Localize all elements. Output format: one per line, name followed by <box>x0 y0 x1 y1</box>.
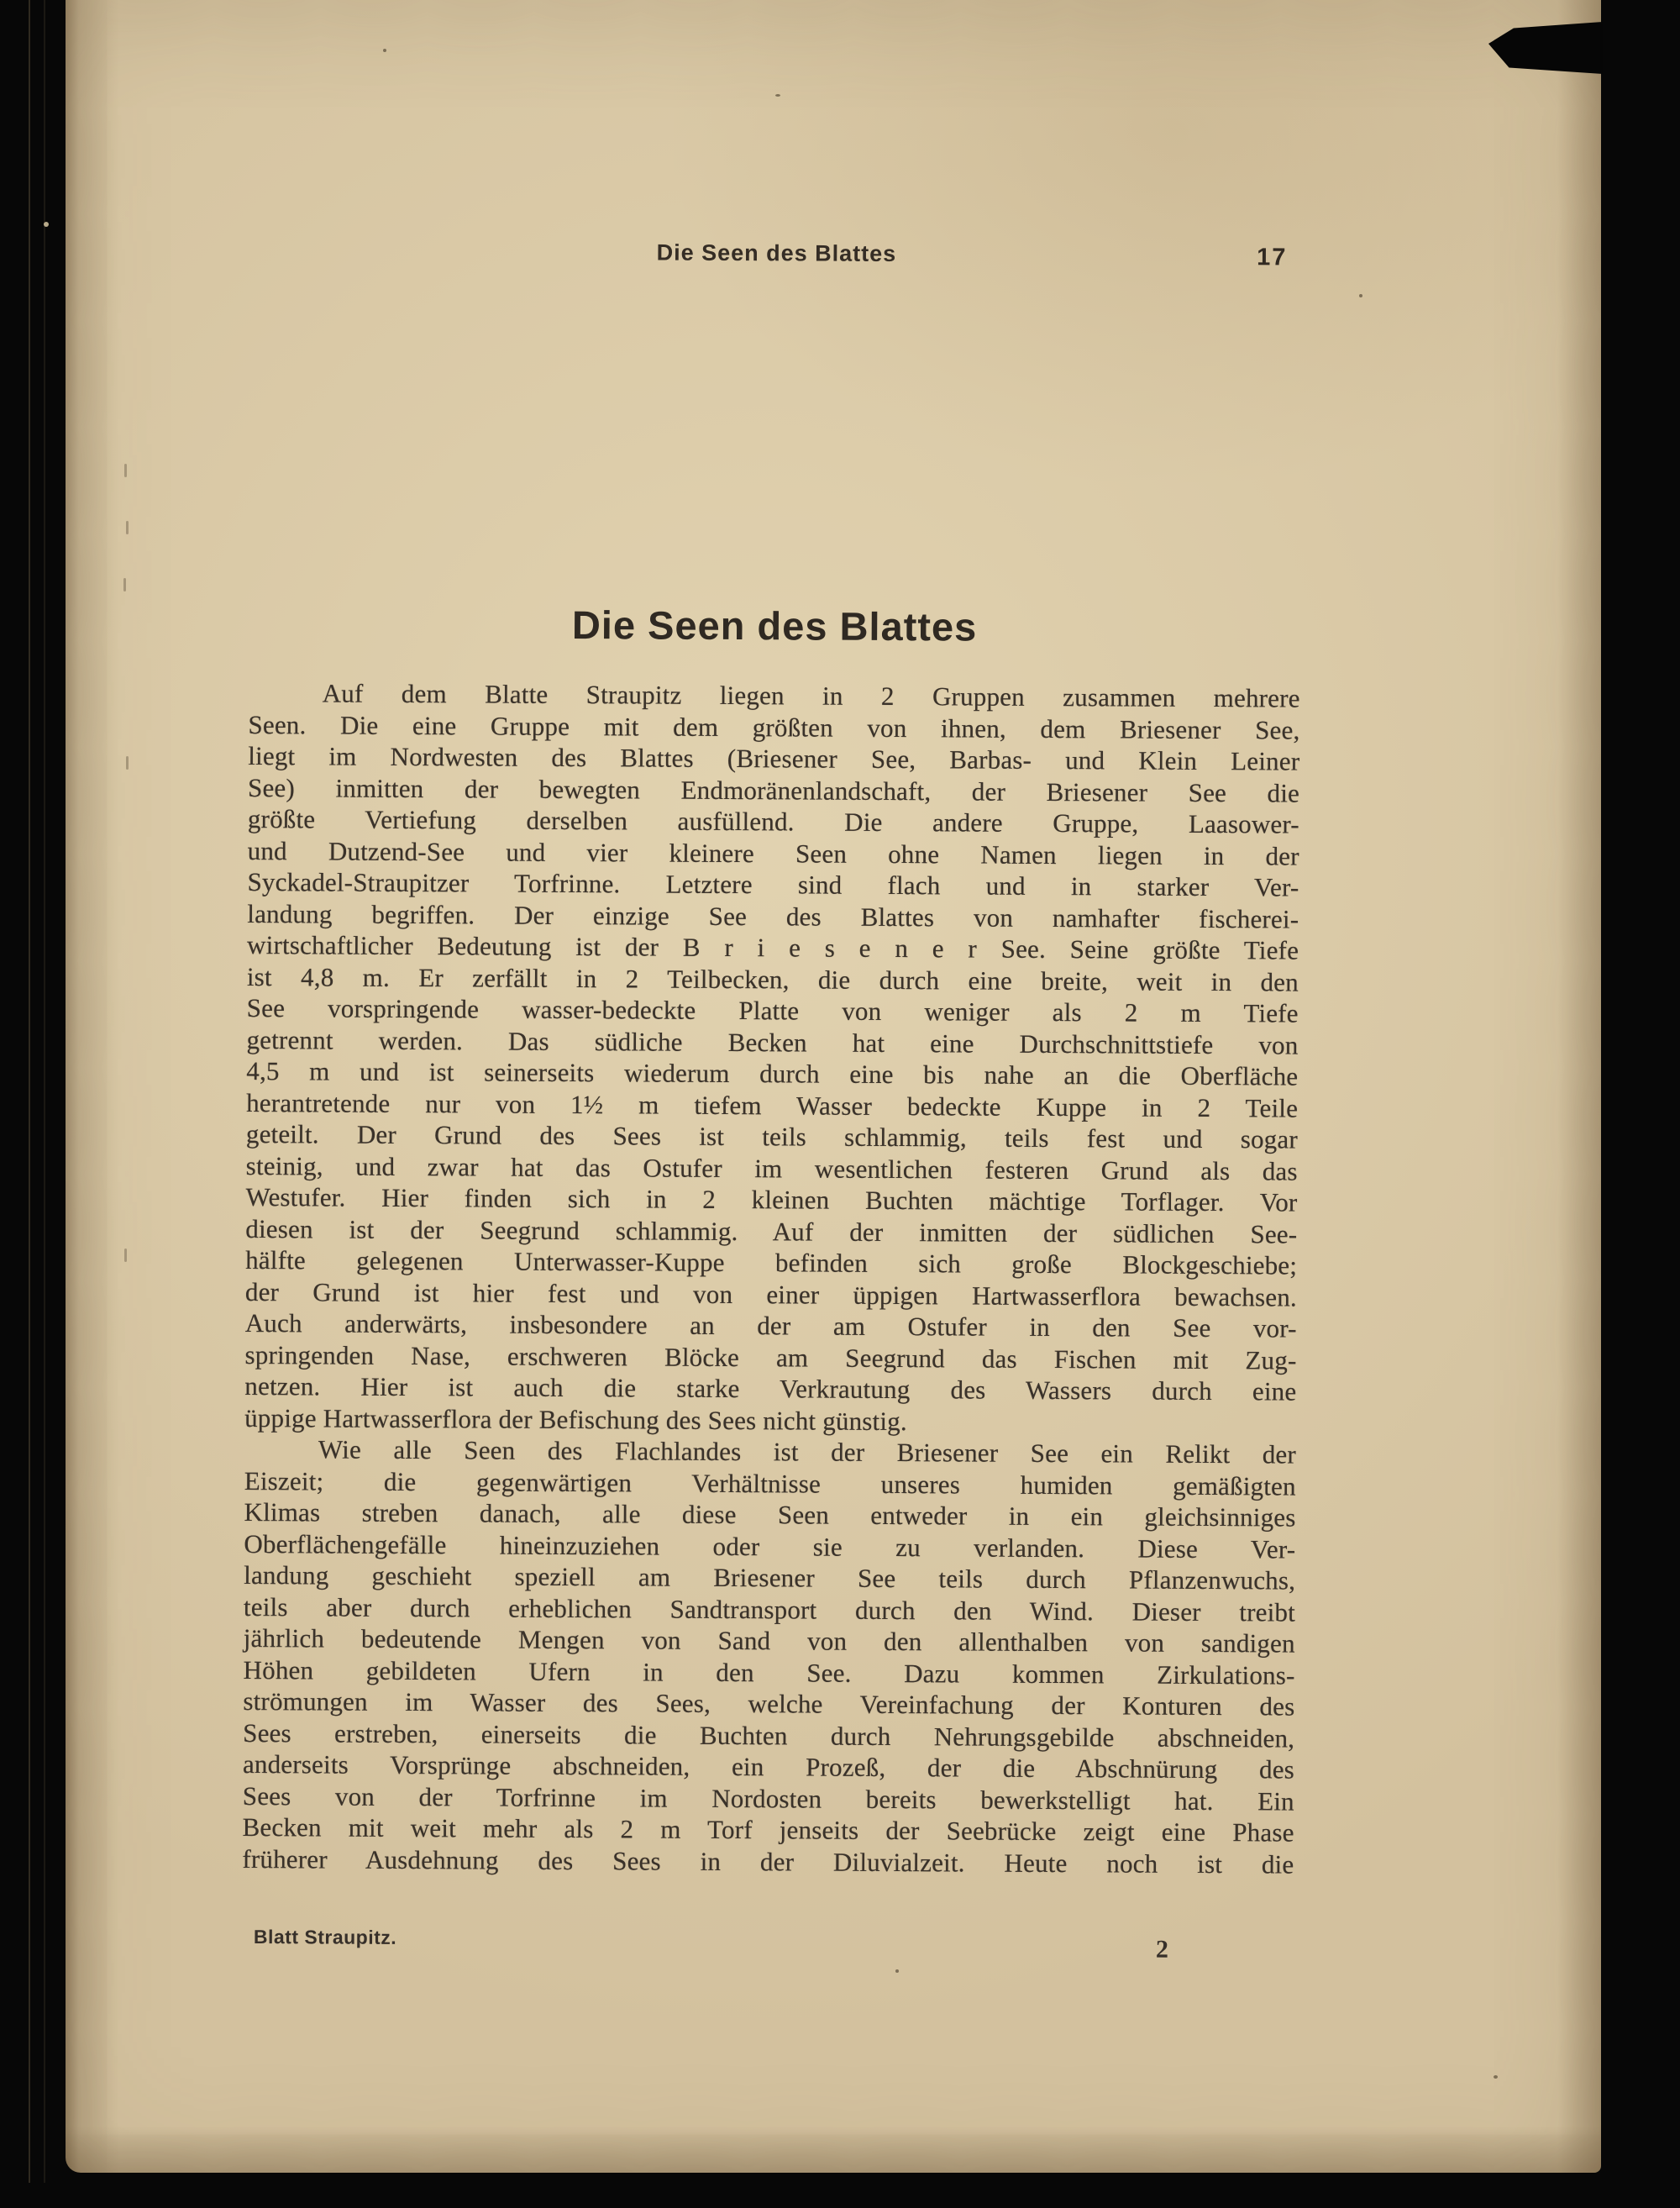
scan-speck <box>1359 294 1362 297</box>
gutter-mark <box>123 578 126 591</box>
gutter-mark <box>126 756 129 770</box>
text-line: jährlich bedeutende Mengen von Sand von den allenthalben von sandigen <box>243 1622 1295 1659</box>
text-line: landung geschieht speziell am Briesener See teils durch Pflanzenwuchs, <box>244 1559 1296 1596</box>
text-line: früherer Ausdehnung des Sees in der Diluvialzeit. Heute noch ist die <box>242 1843 1294 1879</box>
text-line: strömungen im Wasser des Sees, welche Vereinfachung der Konturen des <box>243 1685 1295 1722</box>
text-line: Eiszeit; die gegenwärtigen Verhältnisse unseres humiden gemäßigten <box>244 1465 1296 1501</box>
text-line: landung begriffen. Der einzige See des Blattes von namhafter fischerei- <box>247 898 1299 934</box>
page-number: 17 <box>1257 244 1288 271</box>
spine-edge-highlight <box>29 0 30 2183</box>
text-line: Sees von der Torfrinne im Nordosten bereits bewerkstelligt hat. Ein <box>242 1780 1294 1816</box>
text-line: See) inmitten der bewegten Endmoränenlandschaft, der Briesener See die <box>248 772 1300 808</box>
text-line: herantretende nur von 1½ m tiefem Wasser bedeckte Kuppe in 2 Teile <box>246 1087 1299 1123</box>
gutter-mark <box>124 1249 127 1262</box>
paragraph <box>244 677 1300 1439</box>
text-line: hälfte gelegenen Unterwasser-Kuppe befinden sich große Blockgeschiebe; <box>245 1244 1298 1280</box>
text-line: größte Vertiefung derselben ausfüllend. Die andere Gruppe, Laasower- <box>247 803 1299 839</box>
text-line: wirtschaftlicher Bedeutung ist der B r i e s e n e r See. Seine größte Tiefe <box>247 929 1299 965</box>
text-line: anderseits Vorsprünge abschneiden, ein Prozeß, der die Abschnürung des <box>242 1748 1295 1785</box>
gutter-mark <box>124 464 127 477</box>
section-title: Die Seen des Blattes <box>571 602 978 649</box>
text-line: liegt im Nordwesten des Blattes (Briesener See, Barbas- und Klein Leiner <box>248 740 1300 776</box>
text-line: Sees erstreben, einerseits die Buchten durch Nehrungsgebilde abschneiden, <box>243 1717 1295 1753</box>
page-content <box>240 0 1304 2179</box>
text-line: üppige Hartwasserflora der Befischung des Sees nicht günstig. <box>244 1402 907 1436</box>
text-line: ist 4,8 m. Er zerfällt in 2 Teilbecken, die durch eine breite, weit in den <box>246 961 1299 997</box>
paragraph <box>242 1433 1296 1880</box>
text-line: netzen. Hier ist auch die starke Verkrautung des Wassers durch eine <box>244 1370 1297 1406</box>
page-tear-top-right <box>1488 22 1603 74</box>
body-text <box>242 677 1299 1880</box>
text-line: Becken mit weit mehr als 2 m Torf jenseits der Seebrücke zeigt eine Phase <box>242 1811 1294 1848</box>
footer-sheet-number: 2 <box>1155 1935 1168 1964</box>
gutter-mark <box>126 521 129 534</box>
text-line: diesen ist der Seegrund schlammig. Auf der inmitten der südlichen See- <box>245 1213 1298 1249</box>
text-line: teils aber durch erheblichen Sandtransport durch den Wind. Dieser treibt <box>243 1591 1296 1627</box>
text-line: geteilt. Der Grund des Sees ist teils schlammig, teils fest und sogar <box>245 1118 1299 1154</box>
text-line: Klimas streben danach, alle diese Seen entweder in ein gleichsinniges <box>244 1496 1296 1532</box>
text-line: Syckadel-Straupitzer Torfrinne. Letztere sind flach und in starker Ver- <box>247 866 1299 902</box>
text-line: Oberflächengefälle hineinzuziehen oder sie zu verlanden. Diese Ver- <box>244 1528 1296 1564</box>
text-line: Auch anderwärts, insbesondere an der am Ostufer in den See vor- <box>244 1307 1297 1343</box>
text-line: Wie alle Seen des Flachlandes ist der Briesener See ein Relikt der <box>318 1434 1297 1469</box>
text-line: See vorspringende wasser-bedeckte Platte von weniger als 2 m Tiefe <box>246 992 1299 1028</box>
text-line: der Grund ist hier fest und von einer üppigen Hartwasserflora bewachsen. <box>244 1276 1298 1312</box>
text-line: springenden Nase, erschweren Blöcke am Seegrund das Fischen mit Zug- <box>244 1339 1297 1375</box>
text-line: getrennt werden. Das südliche Becken hat eine Durchschnittstiefe von <box>246 1024 1299 1060</box>
text-line: 4,5 m und ist seinerseits wiederum durch eine bis nahe an die Oberfläche <box>246 1055 1299 1091</box>
spine-edge-highlight <box>44 0 45 2183</box>
book-page <box>66 0 1601 2173</box>
text-line: Auf dem Blatte Straupitz liegen in 2 Gruppen zusammen mehrere <box>322 678 1300 713</box>
scan-speck <box>44 222 49 227</box>
text-line: und Dutzend-See und vier kleinere Seen ohne Namen liegen in der <box>247 835 1299 871</box>
footer-signature: Blatt Straupitz. <box>253 1926 397 1948</box>
running-header: Die Seen des Blattes <box>656 239 897 267</box>
text-line: Höhen gebildeten Ufern in den See. Dazu kommen Zirkulations- <box>243 1654 1295 1690</box>
text-line: Seen. Die eine Gruppe mit dem größten von ihnen, dem Briesener See, <box>248 709 1300 745</box>
scan-speck <box>1494 2075 1498 2079</box>
text-line: steinig, und zwar hat das Ostufer im wesentlichen festeren Grund als das <box>245 1150 1298 1186</box>
text-line: Westufer. Hier finden sich in 2 kleinen Buchten mächtige Torflager. Vor <box>245 1181 1298 1217</box>
